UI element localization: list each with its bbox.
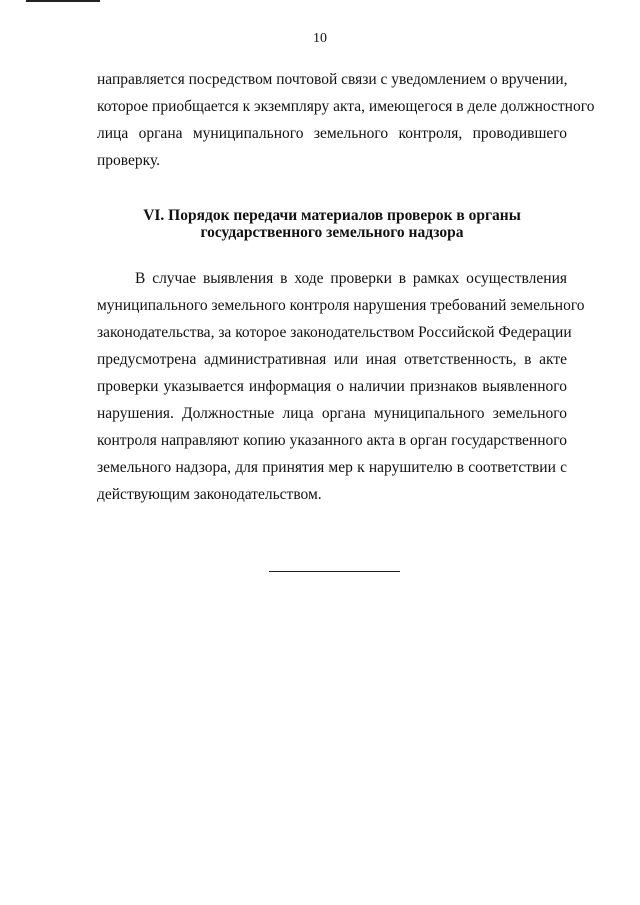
paragraph-line: лица органа муниципального земельного контроля, проводившего: [97, 125, 567, 142]
paragraph-line: направляется посредством почтовой связи с уведомлением о вручении,: [97, 71, 568, 88]
paragraph-line: проверки указывается информация о наличии признаков выявленного: [97, 378, 567, 395]
section-heading: [97, 207, 567, 241]
section-heading-line: государственного земельного надзора: [200, 224, 464, 241]
paragraph-line: земельного надзора, для принятия мер к нарушителю в соответствии с: [97, 459, 567, 476]
paragraph-line: действующим законодательством.: [97, 486, 322, 503]
section-heading-line: VI. Порядок передачи материалов проверок в органы: [143, 207, 521, 224]
paragraph-line: проверку.: [97, 152, 161, 169]
paragraph-line: законодательства, за которое законодательством Российской Федерации: [97, 324, 572, 341]
paragraph-line: нарушения. Должностные лица органа муниципального земельного: [97, 405, 567, 422]
paragraph-line: которое приобщается к экземпляру акта, имеющегося в деле должностного: [97, 98, 595, 115]
paragraph-line: предусмотрена административная или иная ответственность, в акте: [97, 351, 567, 368]
paragraph-line: муниципального земельного контроля нарушения требований земельного: [97, 297, 585, 314]
page-number: 10: [313, 31, 327, 46]
top-divider: [26, 0, 100, 2]
paragraph-section-body: [97, 265, 585, 508]
paragraph-continuation: [97, 66, 595, 174]
paragraph-line: контроля направляют копию указанного акта в орган государственного: [97, 432, 567, 449]
end-of-document-divider: [269, 571, 400, 572]
paragraph-line: В случае выявления в ходе проверки в рамках осуществления: [135, 270, 567, 287]
